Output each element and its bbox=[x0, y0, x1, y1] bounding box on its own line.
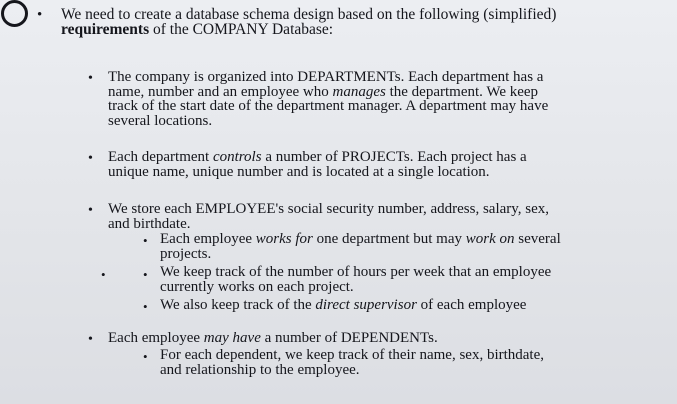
bullet-1-line-4: several locations. bbox=[108, 112, 213, 129]
bullet-dot-4: • bbox=[88, 332, 93, 347]
bullet-dot-3: • bbox=[88, 203, 93, 218]
sub-bullet-dot-3-1: • bbox=[143, 233, 148, 248]
bullet-dot-2: • bbox=[88, 151, 93, 166]
intro-rest: of the COMPANY Database: bbox=[149, 21, 334, 38]
bullet-3-line-1: We store each EMPLOYEE's social security number, address, salary, sex, bbox=[108, 201, 550, 217]
sub-bullet-dot-4-1: • bbox=[143, 349, 148, 364]
sub-bullet-hours: We keep track of the number of hours per week that an employee currently works on each project. bbox=[160, 264, 552, 295]
question-intro bbox=[61, 7, 661, 37]
bullet-employees bbox=[108, 202, 648, 231]
bullet-departments bbox=[108, 70, 648, 128]
bullet-dependents bbox=[108, 331, 648, 346]
sub-bullet-supervisor: We also keep track of the direct supervisor of each employee bbox=[160, 297, 527, 313]
bullet-projects bbox=[108, 150, 648, 179]
intro-line-2 bbox=[61, 22, 661, 37]
bullet-3-line-2: and birthdate. bbox=[108, 215, 191, 232]
bullet-1-line-1: The company is organized into DEPARTMENTs. Each department has a bbox=[108, 69, 544, 85]
bullet-dot-1: • bbox=[88, 71, 93, 86]
intro-line-1: We need to create a database schema design based on the following (simplified) bbox=[61, 6, 557, 23]
bullet-1-line-3: track of the start date of the department manager. A department may have bbox=[108, 98, 549, 114]
bullet-2-line-1: Each department controls a number of PROJECTs. Each project has a bbox=[108, 149, 527, 165]
question-bullet-dot: • bbox=[37, 7, 43, 23]
sub-bullet-dot-3-2: • bbox=[143, 267, 148, 282]
bullet-4-line-1: Each employee may have a number of DEPENDENTs. bbox=[108, 330, 438, 346]
intro-bold-word: requirements bbox=[61, 21, 150, 38]
bullet-1-line-2: name, number and an employee who manages the department. We keep bbox=[108, 83, 539, 100]
bullet-2-line-2: unique name, unique number and is located at a single location. bbox=[108, 163, 490, 180]
sub-bullet-dot-3-2a: • bbox=[101, 267, 106, 282]
sub-bullet-dependent-details: For each dependent, we keep track of their name, sex, birthdate, and relationship to the employee. bbox=[160, 347, 545, 378]
sub-bullet-dot-3-3: • bbox=[143, 299, 148, 314]
question-circle-marker bbox=[1, 0, 28, 27]
sub-bullet-works-for: Each employee works for one department but may work on several projects. bbox=[160, 231, 561, 262]
